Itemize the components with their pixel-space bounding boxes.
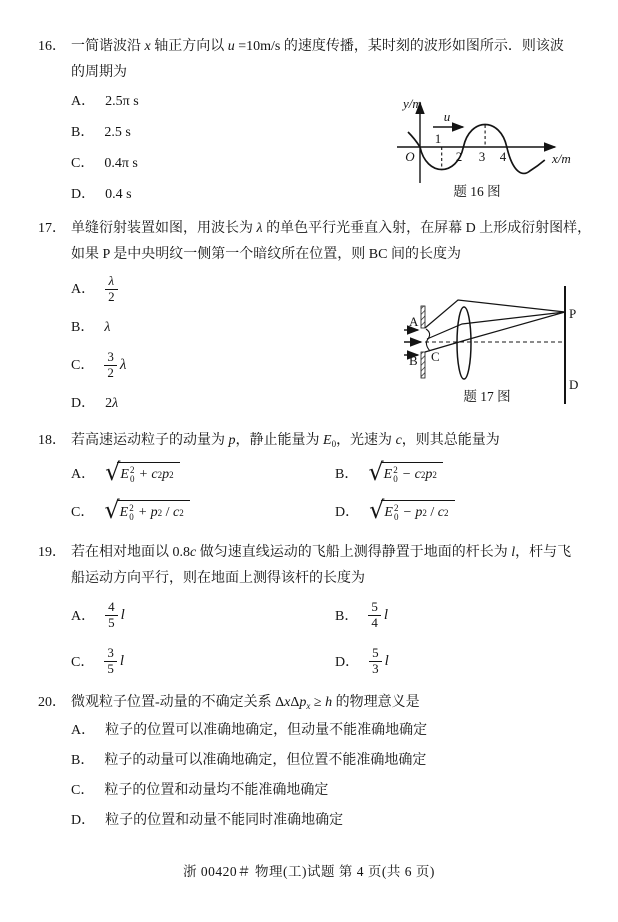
option-value: 2.5 s [104, 125, 131, 140]
diffraction-ray-middle [427, 312, 565, 339]
stem-var-u: u [227, 39, 235, 54]
option-label: C． [71, 783, 95, 798]
sub-sup-stack: 2 0 [393, 465, 398, 484]
q19-stem-text [71, 540, 610, 566]
sqrt-expression: √ E 2 0 − c 2 p 2 [368, 462, 442, 485]
radical-sign-icon: √ [104, 495, 120, 524]
tick-4: 4 [499, 149, 507, 164]
q19-option-row-2 [71, 638, 610, 684]
x-axis-label: x/m [552, 151, 571, 166]
q20-option-b [71, 746, 610, 776]
diffraction-diagram-svg [402, 282, 607, 407]
fraction-suffix: l [384, 652, 389, 669]
fraction-denominator: 2 [104, 365, 117, 380]
label-A: A [409, 314, 419, 329]
option-value: 粒子的动量可以准确地确定，但位置不能准确地确定 [104, 753, 427, 768]
figure-q17-diffraction-diagram [402, 282, 607, 407]
stem-var-p: p [228, 433, 236, 448]
stem-var-x: x [144, 39, 151, 54]
q18-option-row-2 [71, 492, 610, 530]
option-label: A． [71, 281, 96, 297]
stem-part: 若在相对地面以 0.8 [71, 545, 190, 560]
q20-number: 20． [38, 695, 66, 710]
sub-sup-stack: 2 0 [129, 503, 134, 522]
lens [457, 307, 471, 379]
option-label: B． [335, 467, 359, 482]
u-label: u [443, 109, 451, 124]
stem-var-c: c [395, 433, 402, 448]
sqrt-expression: √ E 2 0 + c 2 p 2 [105, 462, 179, 485]
label-B: B [409, 353, 418, 368]
sub-sup-stack: 2 0 [129, 465, 135, 484]
fraction-denominator: 2 [105, 289, 118, 304]
q19-option-d [335, 646, 599, 676]
q20-option-a [71, 716, 610, 746]
option-label: A． [71, 609, 96, 624]
stem-part: 做匀速直线运动的飞船上测得静置于地面的杆长为 [196, 545, 512, 560]
figure-q16-wave-diagram [395, 95, 605, 205]
stem-sub-0: 0 [331, 439, 337, 449]
q20-option-d [71, 806, 610, 836]
option-value: 粒子的位置和动量不能同时准确地确定 [105, 813, 344, 828]
stem-part: 轴正方向以 [150, 39, 228, 54]
option-label: A． [71, 94, 96, 109]
stem-var-lambda: λ [256, 221, 263, 236]
label-D: D [569, 377, 579, 392]
tick-1: 1 [434, 131, 442, 146]
wavefront-arc [426, 329, 430, 351]
option-label: C． [71, 655, 95, 670]
fraction [105, 274, 118, 304]
label-P: P [569, 306, 577, 321]
fraction-suffix: l [119, 652, 125, 669]
stem-var-c: c [190, 545, 197, 560]
q19-stem-line-1 [38, 540, 610, 566]
fraction [104, 350, 117, 380]
stem-var-E: E [323, 433, 332, 448]
option-label: D． [335, 655, 360, 670]
q18-option-b [335, 457, 599, 486]
figure-16-caption: 题 16 图 [453, 184, 501, 199]
stem-part: 若高速运动粒子的动量为 [71, 433, 229, 448]
fraction-numerator: 3 [107, 349, 114, 365]
radical-sign-icon: √ [368, 457, 384, 486]
stem-part: ，则其总能量为 [401, 433, 500, 448]
q19-stem-line-2: 船运动方向平行，则在地面上测得该杆的长度为 [71, 571, 365, 586]
q18-number: 18． [38, 433, 66, 448]
option-label: B． [71, 753, 95, 768]
option-label: D． [71, 187, 96, 202]
q18-option-a [71, 457, 335, 486]
option-label: A． [71, 723, 96, 738]
stem-var-p: p [299, 695, 307, 710]
fraction-suffix: λ [119, 356, 127, 373]
option-value: 0.4π s [104, 156, 138, 171]
q20-options [71, 716, 610, 836]
stem-sub-x: x [306, 701, 311, 711]
q17-number: 17． [38, 221, 66, 236]
sub-sup-stack: 2 0 [393, 503, 399, 522]
q19-option-c [71, 646, 335, 676]
stem-part: ，光速为 [336, 433, 396, 448]
q19-option-a [71, 600, 335, 630]
option-label: D． [71, 395, 96, 411]
option-value: λ [104, 319, 111, 335]
q19-number: 19． [38, 545, 66, 560]
radical-sign-icon: √ [369, 495, 385, 524]
q16-stem-line-2: 的周期为 [71, 65, 127, 80]
q17-stem-line-2: 如果 P 是中央明纹一侧第一个暗纹所在位置，则 BC 间的长度为 [71, 247, 461, 262]
diffraction-ray-bottom [425, 312, 565, 352]
q18-option-row-1 [71, 454, 610, 492]
option-label: A． [71, 467, 96, 482]
figure-17-caption: 题 17 图 [463, 389, 511, 404]
q20-stem-text [71, 690, 610, 716]
q18-option-d [335, 495, 599, 524]
stem-var-x: x [284, 695, 291, 710]
q20-option-c [71, 776, 610, 806]
q18-stem-line [38, 428, 610, 454]
stem-var-h: h [325, 695, 333, 710]
option-value: 0.4 s [105, 187, 132, 202]
radical-sign-icon: √ [105, 457, 121, 486]
stem-part: 单缝衍射装置如图，用波长为 [71, 221, 257, 236]
stem-part: ≥ [310, 695, 326, 710]
option-label: B． [335, 609, 359, 624]
option-label: C． [71, 505, 95, 520]
stem-part: 的物理意义是 [332, 695, 420, 710]
q17-stem-line-1 [38, 216, 610, 242]
question-18 [38, 428, 610, 530]
option-label: D． [71, 813, 96, 828]
page-footer: 浙 00420＃ 物理(工)试题 第 4 页(共 6 页) [183, 864, 435, 879]
question-20 [38, 690, 610, 836]
fraction-numerator: λ [108, 273, 115, 289]
q20-stem-line [38, 690, 610, 716]
stem-part: ，杆与飞 [515, 545, 572, 560]
question-19 [38, 540, 610, 684]
origin-label: O [405, 149, 415, 164]
q16-number: 16． [38, 39, 66, 54]
q16-stem-text [71, 34, 610, 60]
option-coefficient: 2 [105, 395, 113, 411]
slit-barrier-bottom [421, 352, 425, 378]
option-label: D． [335, 505, 360, 520]
option-variable: λ [112, 395, 119, 411]
q18-option-c [71, 495, 335, 524]
fraction-suffix: l [120, 606, 125, 623]
sqrt-expression: √ E 2 0 + p 2 / c 2 [104, 500, 189, 523]
stem-part: 的单色平行光垂直入射，在屏幕 D 上形成衍射图样， [262, 221, 592, 236]
wave-curve [408, 125, 545, 174]
q19-option-b [335, 600, 599, 630]
stem-part: ，静止能量为 [235, 433, 323, 448]
fraction: $\frac{5}{4}$ [368, 600, 381, 630]
wave-diagram-svg [395, 95, 605, 205]
stem-part: =10m/s 的速度传播，某时刻的波形如图所示．则该波 [234, 39, 564, 54]
slit-barrier-top [421, 306, 425, 328]
option-value: 2.5π s [105, 94, 139, 109]
q16-stem-line-1 [38, 34, 610, 60]
tick-2: 2 [455, 149, 463, 164]
option-label: C． [71, 357, 95, 373]
option-label: C． [71, 156, 95, 171]
q19-option-row-1 [71, 592, 610, 638]
stem-part: 微观粒子位置-动量的不确定关系 Δ [71, 695, 285, 710]
option-label: B． [71, 125, 95, 140]
fraction: $\frac{5}{3}$ [369, 646, 382, 676]
stem-var-l: l [511, 545, 516, 560]
stem-part: 一简谐波沿 [71, 39, 145, 54]
option-label: B． [71, 319, 95, 335]
option-value: 粒子的位置可以准确地确定，但动量不能准确地确定 [105, 723, 428, 738]
label-C: C [431, 349, 440, 364]
option-value: 粒子的位置和动量均不能准确地确定 [104, 783, 329, 798]
fraction: $\frac{3}{5}$ [104, 646, 117, 676]
y-axis-label: y/m [403, 96, 422, 111]
stem-part: Δ [290, 695, 300, 710]
q17-stem-text [71, 216, 610, 242]
fraction-suffix: l [383, 606, 389, 623]
q18-stem-text [71, 428, 610, 454]
fraction: $\frac{4}{5}$ [105, 600, 118, 630]
tick-3: 3 [478, 149, 486, 164]
sqrt-expression: √ E 2 0 − p 2 / c 2 [369, 500, 454, 523]
